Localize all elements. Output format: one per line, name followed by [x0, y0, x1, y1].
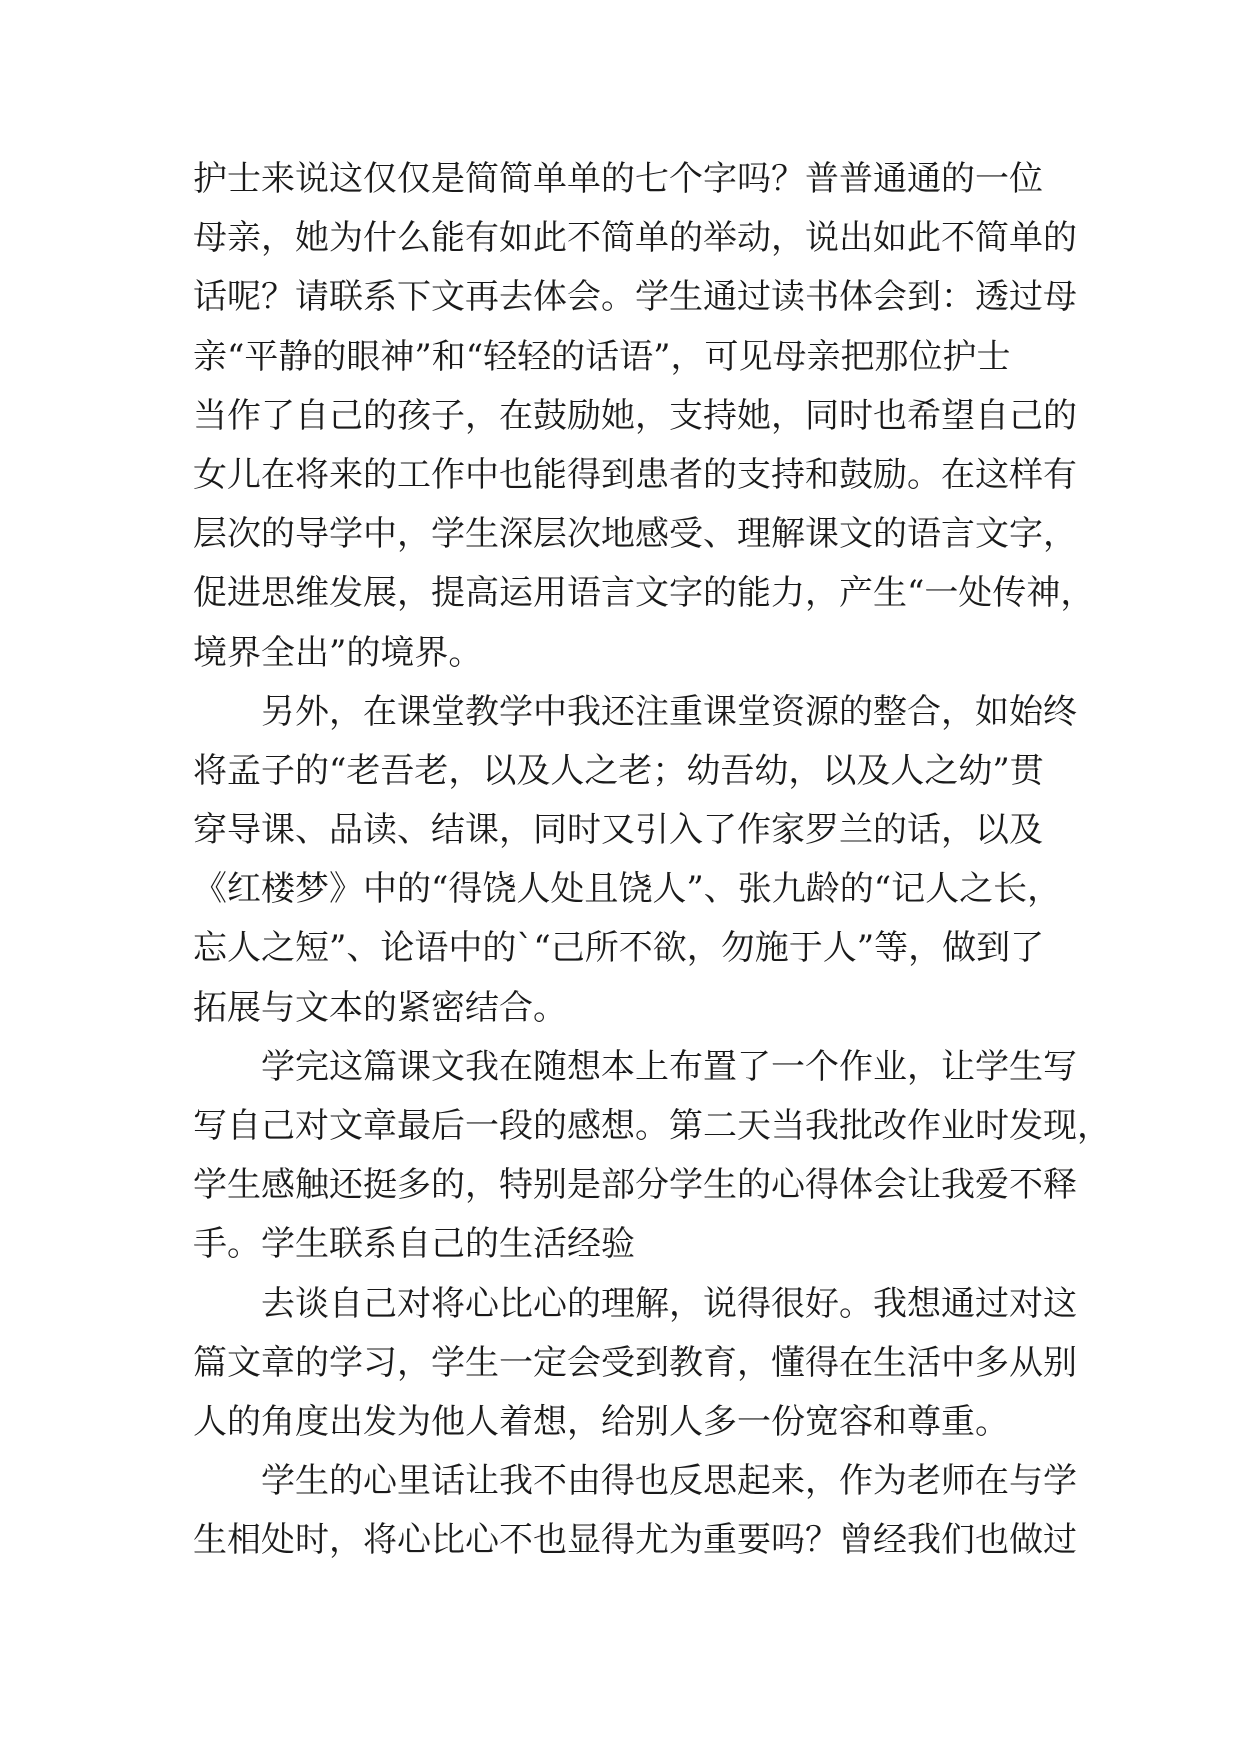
text-line: 学完这篇课文我在随想本上布置了一个作业，让学生写 [261, 1046, 1077, 1087]
text-line: 学生感触还挺多的，特别是部分学生的心得体会让我爱不释 [193, 1165, 1077, 1206]
text-line: 生相处时，将心比心不也显得尤为重要吗？曾经我们也做过 [193, 1520, 1077, 1561]
text-line: 人的角度出发为他人着想，给别人多一份宽容和尊重。 [193, 1401, 1009, 1442]
text-line: 当作了自己的孩子，在鼓励她，支持她，同时也希望自己的 [193, 395, 1077, 436]
text-line: 忘人之短”、论语中的`“己所不欲，勿施于人”等，做到了 [193, 928, 1045, 969]
text-line: 亲“平静的眼神”和“轻轻的话语”，可见母亲把那位护士 [193, 336, 1011, 377]
text-line: 话呢？请联系下文再去体会。学生通过读书体会到：透过母 [193, 277, 1077, 318]
text-line: 护士来说这仅仅是简简单单的七个字吗？普普通通的一位 [193, 159, 1043, 199]
text-line: 去谈自己对将心比心的理解，说得很好。我想通过对这 [261, 1283, 1077, 1324]
text-line: 学生的心里话让我不由得也反思起来，作为老师在与学 [261, 1461, 1077, 1502]
text-line: 《红楼梦》中的“得饶人处且饶人”、张九龄的“记人之长， [193, 869, 1062, 910]
text-line: 境界全出”的境界。 [193, 632, 483, 673]
text-line: 将孟子的“老吾老，以及人之老；幼吾幼，以及人之幼”贯 [193, 750, 1044, 791]
text-line: 篇文章的学习，学生一定会受到教育，懂得在生活中多从别 [193, 1342, 1077, 1383]
text-line: 另外，在课堂教学中我还注重课堂资源的整合，如始终 [261, 691, 1077, 732]
text-line: 写自己对文章最后一段的感想。第二天当我批改作业时发现， [193, 1106, 1111, 1146]
text-line: 手。学生联系自己的生活经验 [193, 1224, 635, 1265]
text-line: 促进思维发展，提高运用语言文字的能力，产生“一处传神， [193, 573, 1095, 614]
text-line: 女儿在将来的工作中也能得到患者的支持和鼓励。在这样有 [193, 454, 1077, 495]
text-line: 穿导课、品读、结课，同时又引入了作家罗兰的话，以及 [193, 810, 1043, 851]
text-line: 母亲，她为什么能有如此不简单的举动，说出如此不简单的 [193, 218, 1077, 259]
text-line: 层次的导学中，学生深层次地感受、理解课文的语言文字， [193, 514, 1077, 555]
document-body [193, 150, 1111, 1571]
text-line: 拓展与文本的紧密结合。 [193, 987, 567, 1028]
